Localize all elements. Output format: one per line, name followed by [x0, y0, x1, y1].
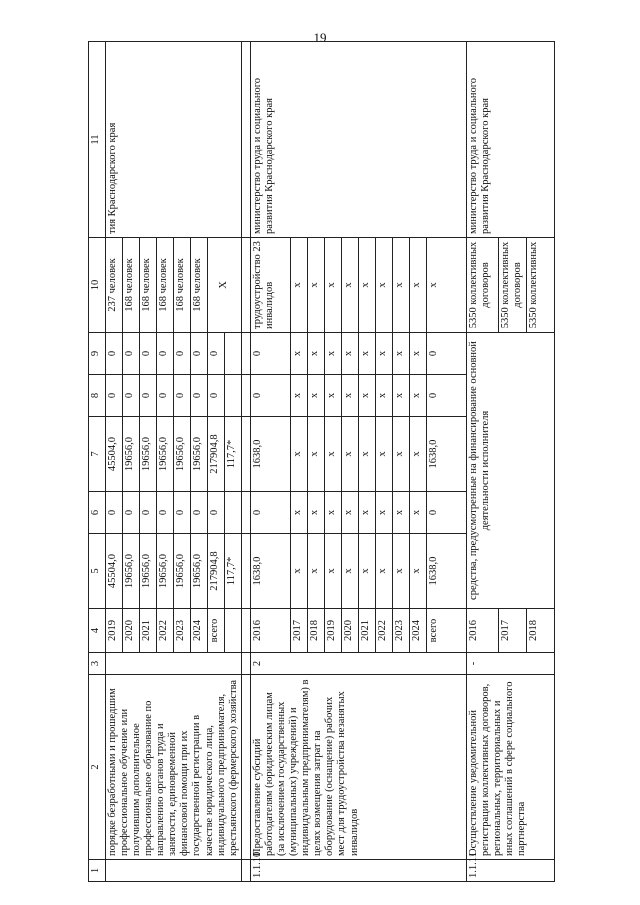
amount-total: 217904,8	[208, 534, 225, 609]
amount-local: x	[410, 375, 427, 417]
empty-cell	[225, 375, 242, 417]
amount-total: x	[376, 534, 393, 609]
amount-local: 0	[106, 375, 123, 417]
amount-regional: x	[359, 417, 376, 492]
activity-name: Предоставление субсидий работодателям (юридическим лицам (за исключением государственных (муниципальных) учреждений) и индивидуальным предпринимателям) в целях возмещения затрат на оборудование (оснащение) рабочих мест для трудоустройства незанятых инвалидов	[251, 675, 467, 860]
empty-cell	[225, 333, 242, 375]
amount-local: x	[359, 375, 376, 417]
amount-other: x	[359, 333, 376, 375]
empty-cell	[225, 609, 242, 653]
amount-regional: x	[393, 417, 410, 492]
total-label: всего	[427, 609, 467, 653]
amount-total: 19656,0	[157, 534, 174, 609]
funding-note: средства, предусмотренные на финансирование основной деятельности исполнителя	[467, 333, 555, 609]
amount-local: x	[291, 375, 308, 417]
amount-local: x	[325, 375, 342, 417]
amount-regional: x	[291, 417, 308, 492]
amount-other: x	[291, 333, 308, 375]
amount-local: x	[393, 375, 410, 417]
amount-federal: x	[359, 492, 376, 534]
amount-regional: 19656,0	[157, 417, 174, 492]
year-cell: 2019	[325, 609, 342, 653]
amount-regional: 1638,0	[251, 417, 291, 492]
amount-regional: x	[342, 417, 359, 492]
col-header-2: 2	[89, 675, 106, 860]
amount-other: x	[325, 333, 342, 375]
amount-federal: 0	[174, 492, 191, 534]
amount-other: x	[393, 333, 410, 375]
amount-local: 0	[123, 375, 140, 417]
amount-federal: 0	[191, 492, 208, 534]
amount-regional: 19656,0	[174, 417, 191, 492]
amount-regional: 217904,8	[208, 417, 225, 492]
amount-federal: x	[376, 492, 393, 534]
result-cell: x	[342, 238, 359, 333]
result-cell: 168 человек	[174, 238, 191, 333]
year-cell: 2024	[410, 609, 427, 653]
col-header-11: 11	[89, 42, 106, 238]
header-row	[89, 42, 106, 882]
amount-local: 0	[427, 375, 467, 417]
amount-total: x	[359, 534, 376, 609]
result-cell: x	[410, 238, 427, 333]
amount-other: x	[376, 333, 393, 375]
amount-regional: 1638,0	[427, 417, 467, 492]
amount-federal: x	[308, 492, 325, 534]
empty-cell	[242, 417, 251, 492]
amount-other: 0	[191, 333, 208, 375]
year-cell: 2022	[157, 609, 174, 653]
result-cell: X	[208, 238, 242, 333]
amount-local: 0	[208, 375, 225, 417]
amount-local: x	[308, 375, 325, 417]
status-cell: -	[467, 653, 555, 675]
result-cell: x	[291, 238, 308, 333]
year-cell: 2022	[376, 609, 393, 653]
amount-federal: 0	[157, 492, 174, 534]
year-cell: 2017	[499, 609, 527, 653]
empty-cell	[242, 534, 251, 609]
amount-local: 0	[191, 375, 208, 417]
amount-total: 19656,0	[140, 534, 157, 609]
page-number: 19	[313, 30, 327, 45]
col-header-8: 8	[89, 375, 106, 417]
amount-total: 19656,0	[191, 534, 208, 609]
amount-other: 0	[123, 333, 140, 375]
result-cell: x	[376, 238, 393, 333]
col-header-9: 9	[89, 333, 106, 375]
col-header-7: 7	[89, 417, 106, 492]
amount-local: 0	[140, 375, 157, 417]
amount-other: 0	[251, 333, 291, 375]
year-cell: 2023	[174, 609, 191, 653]
result-cell: 168 человек	[123, 238, 140, 333]
result-cell: x	[359, 238, 376, 333]
amount-total: 1638,0	[427, 534, 467, 609]
year-cell: 2021	[359, 609, 376, 653]
result-cell: 168 человек	[157, 238, 174, 333]
status-cell	[106, 653, 242, 675]
amount-local: 0	[174, 375, 191, 417]
amount-local: 0	[251, 375, 291, 417]
rotated-table-container	[88, 42, 618, 882]
empty-cell	[242, 333, 251, 375]
amount-federal: x	[342, 492, 359, 534]
executor-cell: тия Краснодарского края	[106, 42, 242, 238]
row-number-cell	[106, 860, 242, 882]
amount-other: 0	[208, 333, 225, 375]
table-row	[467, 42, 499, 882]
amount-total: 19656,0	[174, 534, 191, 609]
amount-other: x	[342, 333, 359, 375]
executor-cell: министерство труда и социального развития Краснодарского края	[251, 42, 467, 238]
amount-total: x	[325, 534, 342, 609]
amount-total: x	[410, 534, 427, 609]
spacer-row	[242, 42, 251, 882]
result-cell: x	[325, 238, 342, 333]
amount-total: 45504,0	[106, 534, 123, 609]
empty-cell	[242, 375, 251, 417]
empty-cell	[242, 860, 251, 882]
result-cell: x	[393, 238, 410, 333]
amount-total: x	[393, 534, 410, 609]
year-cell: 2016	[467, 609, 499, 653]
col-header-4: 4	[89, 609, 106, 653]
year-cell: 2018	[308, 609, 325, 653]
amount-total: x	[342, 534, 359, 609]
amount-federal: 0	[140, 492, 157, 534]
amount-federal: x	[325, 492, 342, 534]
amount-federal: 0	[208, 492, 225, 534]
amount-regional-extra: 117,7*	[225, 417, 242, 492]
result-cell: 5350 коллективных	[527, 238, 555, 333]
empty-cell	[242, 42, 251, 238]
col-header-6: 6	[89, 492, 106, 534]
amount-other: 0	[106, 333, 123, 375]
year-cell: 2024	[191, 609, 208, 653]
year-cell: 2018	[527, 609, 555, 653]
empty-cell	[242, 609, 251, 653]
amount-federal: 0	[106, 492, 123, 534]
empty-cell	[225, 492, 242, 534]
amount-federal: 0	[251, 492, 291, 534]
amount-total: 1638,0	[251, 534, 291, 609]
amount-other: x	[410, 333, 427, 375]
amount-total: x	[291, 534, 308, 609]
amount-total-extra: 117,7*	[225, 534, 242, 609]
result-cell: 168 человек	[191, 238, 208, 333]
amount-federal: x	[291, 492, 308, 534]
amount-regional: 45504,0	[106, 417, 123, 492]
activity-name: Осуществление уведомительной регистрации коллективных договоров, региональных, территориальных и иных соглашений в сфере социального партнерства	[467, 675, 555, 860]
amount-regional: 19656,0	[140, 417, 157, 492]
amount-other: 0	[140, 333, 157, 375]
amount-federal: x	[410, 492, 427, 534]
row-number-cell: 1.1.10	[251, 860, 467, 882]
program-activities-table	[88, 41, 555, 882]
empty-cell	[242, 675, 251, 860]
amount-regional: x	[325, 417, 342, 492]
result-cell: 237 человек	[106, 238, 123, 333]
result-cell: x	[427, 238, 467, 333]
year-cell: 2019	[106, 609, 123, 653]
executor-cell: министерство труда и социального развития Краснодарского края	[467, 42, 555, 238]
amount-other: 0	[157, 333, 174, 375]
result-cell: x	[308, 238, 325, 333]
status-cell: 2	[251, 653, 467, 675]
amount-local: x	[342, 375, 359, 417]
empty-cell	[242, 238, 251, 333]
year-cell: 2020	[342, 609, 359, 653]
result-cell: 168 человек	[140, 238, 157, 333]
amount-local: 0	[157, 375, 174, 417]
col-header-1: 1	[89, 860, 106, 882]
amount-other: x	[308, 333, 325, 375]
amount-federal: 0	[123, 492, 140, 534]
amount-other: 0	[427, 333, 467, 375]
amount-federal: 0	[427, 492, 467, 534]
year-cell: 2021	[140, 609, 157, 653]
col-header-10: 10	[89, 238, 106, 333]
result-cell: трудоустройство 23 инвалидов	[251, 238, 291, 333]
year-cell: 2017	[291, 609, 308, 653]
result-cell: 5350 коллективных договоров	[499, 238, 527, 333]
total-label: всего	[208, 609, 225, 653]
empty-cell	[242, 492, 251, 534]
table-row	[106, 42, 123, 882]
row-number-cell: 1.1.11	[467, 860, 555, 882]
amount-federal: x	[393, 492, 410, 534]
table-row	[251, 42, 291, 882]
amount-total: x	[308, 534, 325, 609]
amount-regional: 19656,0	[191, 417, 208, 492]
year-cell: 2016	[251, 609, 291, 653]
col-header-5: 5	[89, 534, 106, 609]
amount-local: x	[376, 375, 393, 417]
amount-regional: x	[410, 417, 427, 492]
amount-other: 0	[174, 333, 191, 375]
result-cell: 5350 коллективных договоров	[467, 238, 499, 333]
col-header-3: 3	[89, 653, 106, 675]
activity-name: порядке безработными и прошедшим профессиональное обучение или получившим дополнительное профессиональное образование по направлению органов труда и занятости, единовременной финансовой помощи при их государственной регистрации в качестве юридического лица, индивидуального предпринимателя, крестьянского (фермерского) хозяйства	[106, 675, 242, 860]
amount-total: 19656,0	[123, 534, 140, 609]
year-cell: 2023	[393, 609, 410, 653]
amount-regional: 19656,0	[123, 417, 140, 492]
empty-cell	[242, 653, 251, 675]
year-cell: 2020	[123, 609, 140, 653]
amount-regional: x	[308, 417, 325, 492]
amount-regional: x	[376, 417, 393, 492]
